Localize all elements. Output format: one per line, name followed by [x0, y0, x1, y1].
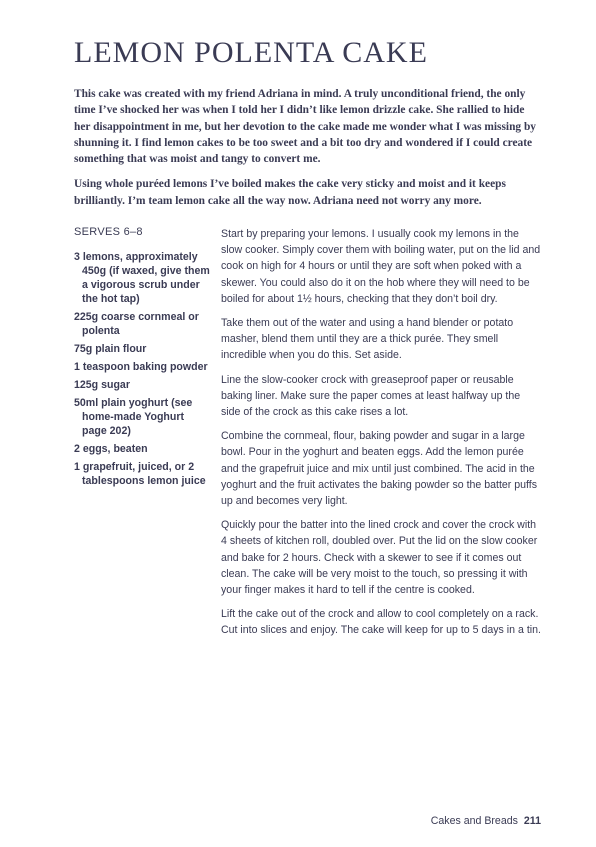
ingredient-item: 225g coarse cornmeal or polenta — [74, 311, 199, 337]
recipe-title: LEMON POLENTA CAKE — [74, 36, 428, 69]
method-step: Quickly pour the batter into the lined crock and cover the crock with 4 sheets of kitchen roll, doubled over. Put the lid on the slow cooker and bake for 2 hours. Check with a skewer to see if it comes out clean. The cake will be very moist to the touch, so pressing it with your finger makes it hard to tell if the centre is cooked. — [221, 519, 538, 597]
method-column — [221, 226, 541, 647]
footer-section: Cakes and Breads — [430, 815, 518, 827]
ingredient-item: 3 lemons, approximately 450g (if waxed, give them a vigorous scrub under the hot tap) — [74, 251, 210, 305]
ingredient-item: 50ml plain yoghurt (see home-made Yoghurt page 202) — [74, 397, 193, 437]
page-footer — [431, 815, 541, 827]
intro-paragraph: This cake was created with my friend Adriana in mind. A truly unconditional friend, the only time I’ve shocked her was when I told her I didn’t like lemon drizzle cake. She rallied to hide her disappointment in me, but her devotion to the cake made me wonder what I was missing by shunning it. I find lemon cakes to be too sweet and a bit too dry and wondered if I could create something that was moist and tangy to convert me. — [74, 88, 536, 166]
intro-paragraph: Using whole puréed lemons I’ve boiled makes the cake very sticky and moist and it keeps brilliantly. I’m team lemon cake all the way now. Adriana need not worry any more. — [74, 178, 506, 207]
ingredient-item: 1 teaspoon baking powder — [74, 361, 208, 373]
page-number: 211 — [523, 815, 541, 827]
ingredients-column — [74, 226, 210, 492]
ingredient-item: 75g plain flour — [74, 343, 147, 355]
ingredient-item: 2 eggs, beaten — [74, 443, 148, 455]
serves-label: SERVES 6–8 — [74, 226, 143, 238]
ingredient-item: 125g sugar — [74, 379, 130, 391]
method-step: Combine the cornmeal, flour, baking powder and sugar in a large bowl. Pour in the yoghurt and beaten eggs. Add the lemon purée and the grapefruit juice and mix until just combined. The acid in the yoghurt and the fruit activates the baking powder so the batter puffs up and becomes very light. — [221, 430, 538, 508]
ingredient-item: 1 grapefruit, juiced, or 2 tablespoons lemon juice — [74, 461, 206, 487]
recipe-intro — [74, 86, 540, 218]
ingredients-list — [74, 250, 210, 488]
method-step: Line the slow-cooker crock with greaseproof paper or reusable baking liner. Make sure the paper comes at least halfway up the side of the crock as this cake rises a lot. — [221, 373, 521, 419]
method-step: Take them out of the water and using a hand blender or potato masher, blend them until they are a thick purée. They smell incredible when you do this. Set aside. — [221, 317, 514, 362]
method-step: Start by preparing your lemons. I usually cook my lemons in the slow cooker. Simply cover them with boiling water, put on the lid and cook on high for 4 hours or until they are soft when poked with a skewer. You could also do it on the hob where they will need to be boiled for about 1½ hours, checking that they don’t boil dry. — [221, 228, 541, 305]
method-step: Lift the cake out of the crock and allow to cool completely on a rack. Cut into slices and enjoy. The cake will keep for up to 5 days in a tin. — [221, 608, 541, 637]
